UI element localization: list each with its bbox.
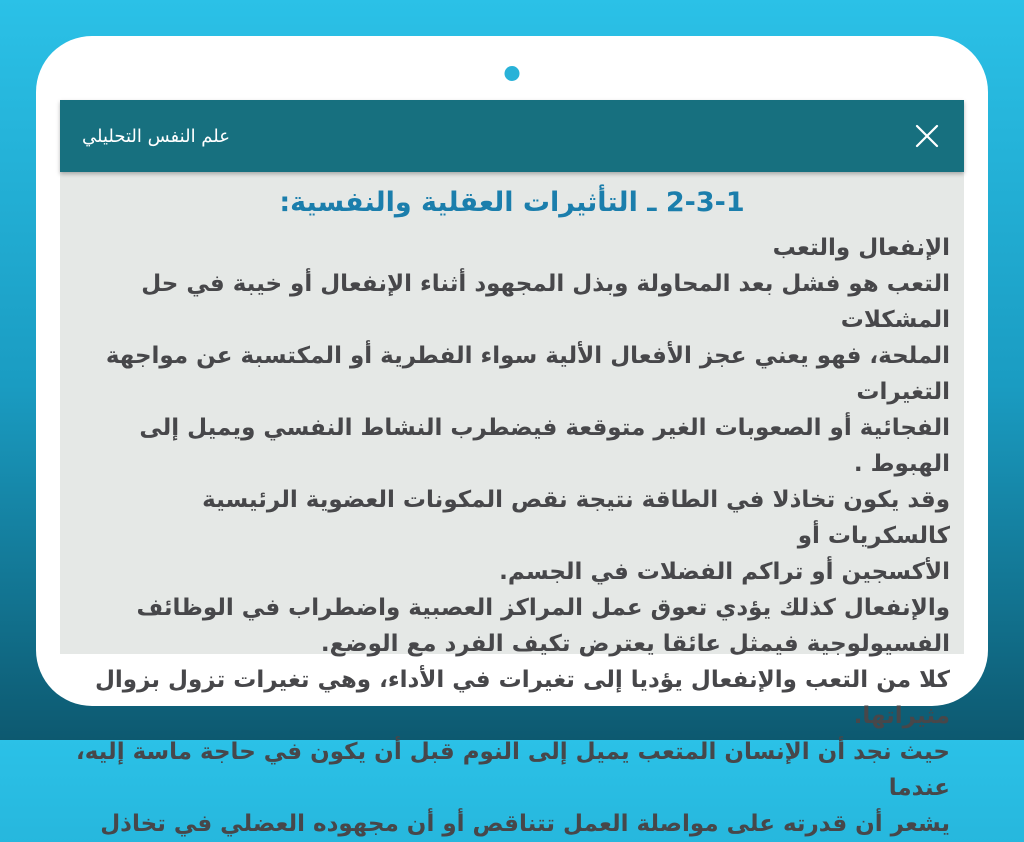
article-line: وقد يكون تخاذلا في الطاقة نتيجة نقص المكونات العضوية الرئيسية كالسكريات أو	[202, 487, 950, 549]
article-line: الأكسجين أو تراكم الفضلات في الجسم.	[499, 559, 950, 585]
article-line: الفسيولوجية فيمثل عائقا يعترض تكيف الفرد مع الوضع.	[320, 631, 950, 657]
app-header	[60, 100, 964, 172]
close-icon-glyph	[914, 123, 940, 149]
camera-dot-icon	[505, 66, 520, 81]
tablet-frame	[36, 36, 988, 837]
app-window	[60, 100, 964, 837]
article-line: الإنفعال والتعب	[772, 235, 950, 261]
article-line: التعب هو فشل بعد المحاولة وبذل المجهود أثناء الإنفعال أو خيبة في حل المشكلات	[141, 271, 950, 333]
section-heading: 2-3-1 ـ التأثيرات العقلية والنفسية:	[279, 187, 745, 218]
article-line: حيث نجد أن الإنسان المتعب يميل إلى النوم قبل أن يكون في حاجة ماسة إليه، عندما	[75, 739, 950, 801]
article-body	[74, 230, 950, 842]
article-line: الفجائية أو الصعوبات الغير متوقعة فيضطرب النشاط النفسي ويميل إلى الهبوط .	[139, 415, 950, 477]
article-content[interactable]	[60, 184, 964, 837]
close-icon[interactable]	[912, 121, 942, 151]
article-line: والإنفعال كذلك يؤدي تعوق عمل المراكز العصبية واضطراب في الوظائف	[136, 595, 950, 621]
article-line: مثيراتها.	[853, 703, 950, 729]
article-line: كلا من التعب والإنفعال يؤديا إلى تغيرات في الأداء، وهي تغيرات تزول بزوال	[94, 667, 950, 693]
article-line: يشعر أن قدرته على مواصلة العمل تتناقص أو أن مجهوده العضلي في تخاذل	[100, 811, 950, 837]
app-title: علم النفس التحليلي	[82, 125, 230, 147]
article-line: الملحة، فهو يعني عجز الأفعال الألية سواء الفطرية أو المكتسبة عن مواجهة التغيرات	[105, 343, 950, 405]
